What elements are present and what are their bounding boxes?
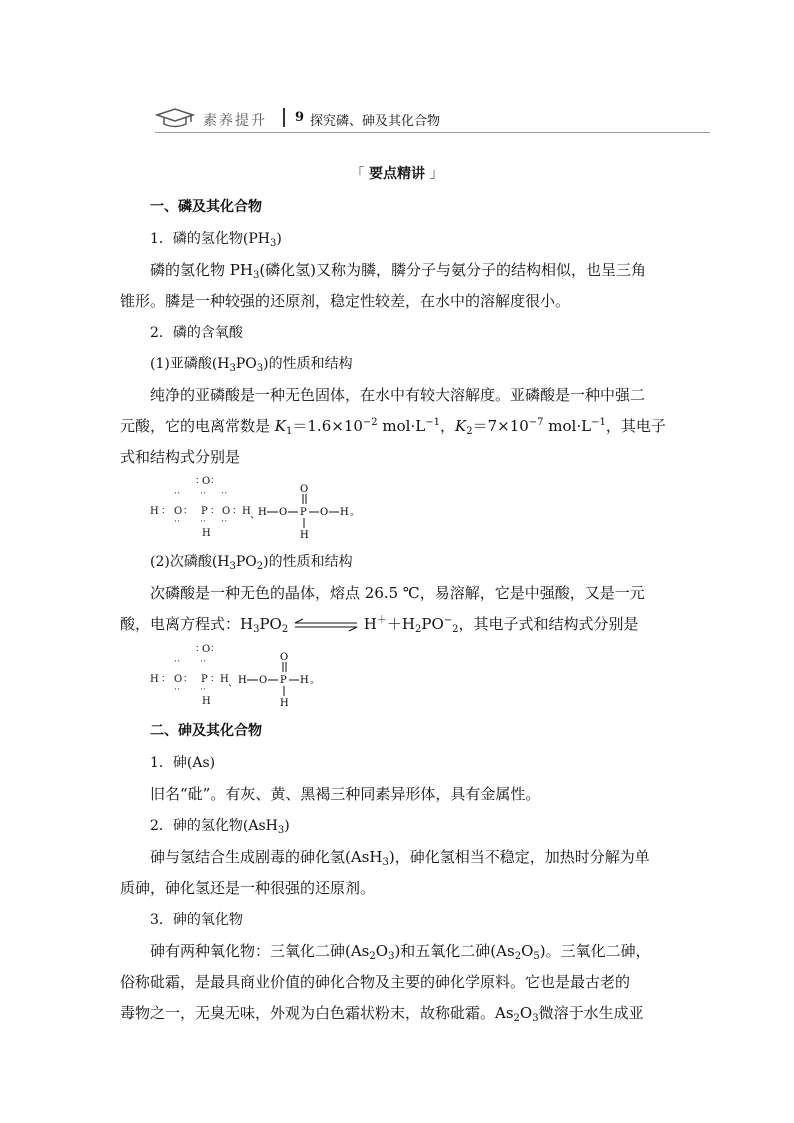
paragraph-oxides-line3: 毒物之一，无臭无味，外观为白色霜状粉末，故称砒霜。$As_2O_3$微溶于水生成亚 <box>120 1004 644 1024</box>
paragraph-phosphorous-line3: 式和结构式分别是 <box>120 448 241 466</box>
graduation-cap-icon <box>155 107 195 129</box>
paragraph-arsenic: 旧名“砒”。有灰、黄、黑褐三种同素异形体，具有金属性。 <box>150 785 541 803</box>
page-header <box>155 104 710 134</box>
svg-text:H: H <box>280 698 289 709</box>
atom-h1: H <box>258 507 267 518</box>
svg-text:O: O <box>280 652 289 663</box>
paragraph-oxides-line1: 砷有两种氧化物：三氧化二砷$(As_2O_3)$和五氧化二砷$(As_2O_5)$。三氧化二砷， <box>150 942 651 962</box>
paragraph-arsine-line2: 质砷，砷化氢还是一种很强的还原剂。 <box>120 879 376 897</box>
atom-h2: H <box>340 507 349 518</box>
paragraph-arsine-line1: 砷与氢结合生成剧毒的砷化氢(AsH$_3$)，砷化氢相当不稳定，加热时分解为单 <box>150 848 650 868</box>
subheading-arsine: 2．砷的氢化物(AsH$_3$) <box>150 818 290 836</box>
subheading-arsenic: 1．砷(As) <box>150 755 216 771</box>
heading-phosphorus: 一、磷及其化合物 <box>150 199 262 215</box>
subheading-arsenic-oxides: 3．砷的氧化物 <box>150 912 243 928</box>
equilibrium-arrow-icon <box>293 618 359 632</box>
phosphorous-acid-structural-formula <box>258 482 368 542</box>
hypophosphorous-acid-structures: ∶ O ∶ ⋅⋅ ⋅⋅ H ∶ O ∶ P ∶ H 、 ⋅⋅ ⋅⋅ H H O P H 。 O H <box>150 644 390 709</box>
svg-text:H: H <box>300 675 309 686</box>
hypophosphorous-acid-structural-formula <box>238 650 328 710</box>
subheading-hypophosphorous-acid: (2)次磷酸$(H_3PO_2)$的性质和结构 <box>150 554 353 572</box>
paragraph-hypophosphorous-line2: 酸，电离方程式：$H_3PO_2$ $H^++H_2PO^-_2$，其电子式和结构式分别是 <box>120 615 639 635</box>
paragraph-phosphine-line2: 锥形。膦是一种较强的还原剂，稳定性较差，在水中的溶解度很小。 <box>120 292 571 310</box>
subheading-oxyacids: 2．磷的含氧酸 <box>150 325 243 341</box>
header-divider <box>283 108 285 127</box>
header-title: 探究磷、砷及其化合物 <box>310 114 441 129</box>
paragraph-hypophosphorous-line1: 次磷酸是一种无色的晶体，熔点 26.5 ℃，易溶解，它是中强酸，又是一元 <box>150 584 645 602</box>
atom-o-top: O <box>300 484 309 495</box>
subheading-phosphine: 1．磷的氢化物$(PH_3)$ <box>150 231 282 249</box>
atom-p: P <box>300 507 307 518</box>
atom-o2: O <box>320 507 329 518</box>
paragraph-oxides-line2: 俗称砒霜，是最具商业价值的砷化合物及主要的砷化学原料。它也是最古老的 <box>120 973 631 991</box>
svg-text:。: 。 <box>350 507 360 518</box>
paragraph-phosphorous-line2: 元酸，它的电离常数是 $K_1=1.6\times 10^{-2}$ $mol\cdot L^{-1}$，$K_2=7\times 10^{-7}$ $mol\cdot L^{-1}$，其电子 <box>120 417 666 437</box>
heading-arsenic: 二、砷及其化合物 <box>150 723 262 739</box>
svg-text:O: O <box>259 675 268 686</box>
subheading-phosphorous-acid: (1)亚磷酸$(H_3PO_3)$的性质和结构 <box>150 356 353 374</box>
svg-text:。: 。 <box>310 675 320 686</box>
atom-h-bottom: H <box>300 530 309 541</box>
svg-text:P: P <box>280 675 287 686</box>
header-rule <box>155 132 710 133</box>
paragraph-phosphorous-line1: 纯净的亚磷酸是一种无色固体，在水中有较大溶解度。亚磷酸是一种中强二 <box>150 386 646 404</box>
header-brand: 素养提升 <box>203 113 267 129</box>
atom-o1: O <box>279 507 288 518</box>
section-title: 「 要点精讲 」 <box>350 166 444 182</box>
paragraph-phosphine-line1: 磷的氢化物 $PH_3$(磷化氢)又称为膦，膦分子与氨分子的结构相似，也呈三角 <box>150 261 647 281</box>
header-number: 9 <box>295 110 305 125</box>
phosphorous-acid-structures: ∶ O ∶ ⋅⋅ ⋅⋅ ⋅⋅ H ∶ O ∶ P ∶ O ∶ H 、 ⋅⋅ ⋅⋅ ⋅⋅ H H O P O H 。 O H <box>150 476 390 541</box>
svg-text:H: H <box>238 675 247 686</box>
